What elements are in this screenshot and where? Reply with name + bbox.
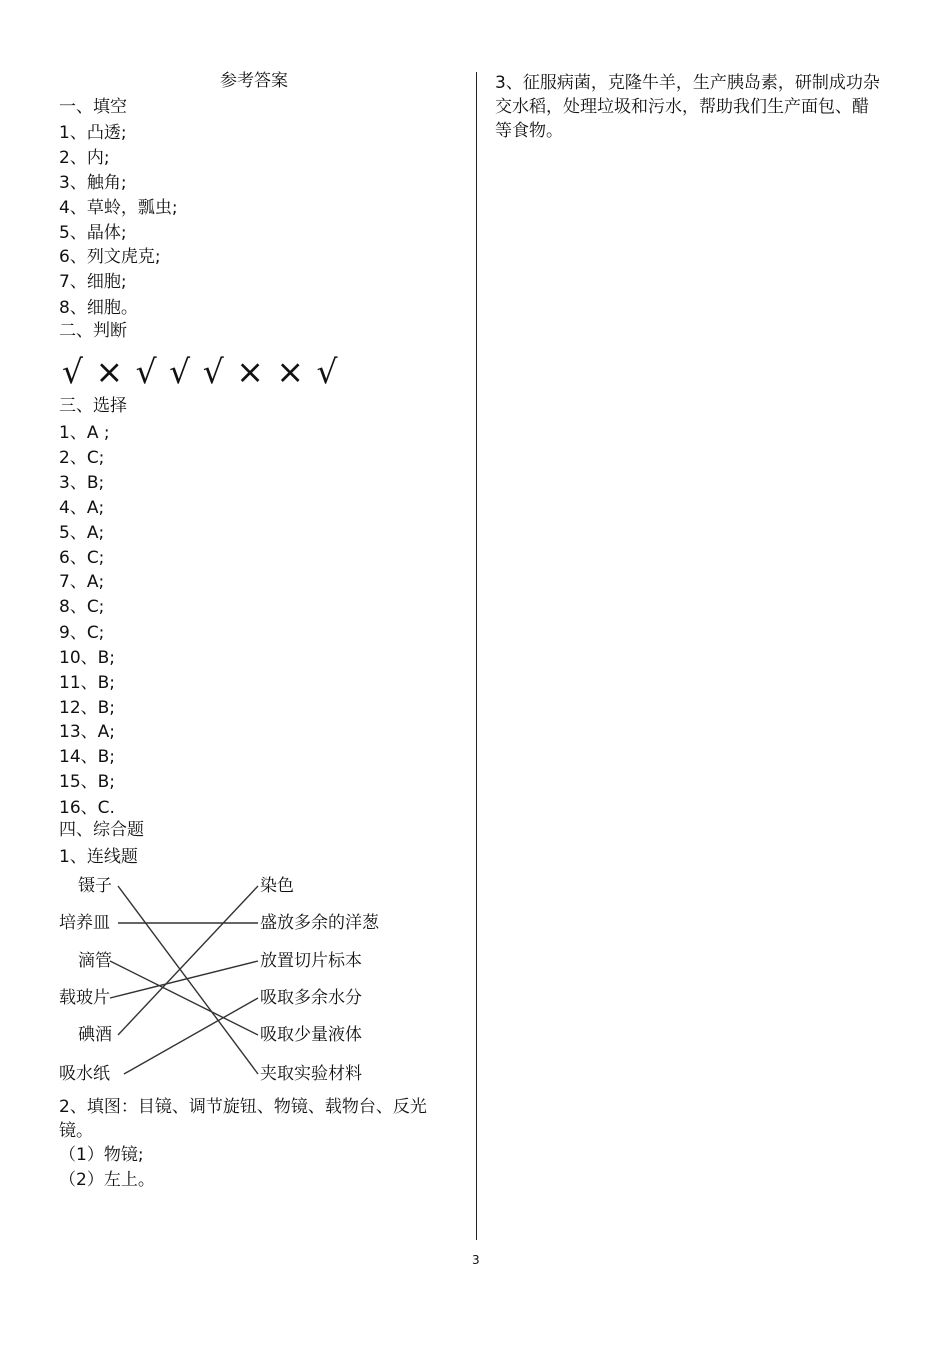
matching-right-place-specimen: 放置切片标本 [260,951,362,971]
choice-answer-16: 16、C. [59,798,115,818]
fill-answer-8: 8、细胞。 [59,298,138,318]
choice-answer-8: 8、C; [59,597,105,617]
choice-answer-9: 9、C; [59,623,105,643]
choice-answer-14: 14、B; [59,747,116,767]
column-divider [476,72,477,1240]
matching-left-petri-dish: 培养皿 [59,913,110,933]
matching-right-hold-onion: 盛放多余的洋葱 [260,913,379,933]
choice-answer-3: 3、B; [59,473,105,493]
choice-answer-12: 12、B; [59,698,116,718]
fill-diagram-sub2: （2）左上。 [59,1170,155,1190]
fill-diagram-answer: 2、填图：目镜、调节旋钮、物镜、载物台、反光镜。 [59,1097,427,1141]
choice-answer-4: 4、A; [59,498,105,518]
choice-answer-2: 2、C; [59,448,105,468]
section-heading-choice: 三、选择 [59,396,127,416]
fill-answer-7: 7、细胞; [59,272,127,292]
section-heading-fill-blank: 一、填空 [59,97,127,117]
match-line-dropper-liquid [110,961,258,1035]
fill-answer-1: 1、凸透; [59,123,127,143]
fill-diagram-sub1: （1）物镜; [59,1145,144,1165]
matching-left-blotting-paper: 吸水纸 [59,1064,110,1084]
fill-answer-5: 5、晶体; [59,223,127,243]
matching-right-absorb-water: 吸取多余水分 [260,988,362,1008]
page-number: 3 [472,1253,480,1267]
choice-answer-5: 5、A; [59,523,105,543]
match-line-slide-specimen [110,961,258,998]
fill-answer-2: 2、内; [59,148,110,168]
matching-left-dropper: 滴管 [78,951,112,971]
section-heading-comprehensive: 四、综合题 [59,820,144,840]
choice-answer-10: 10、B; [59,648,116,668]
choice-answer-7: 7、A; [59,572,105,592]
choice-answer-1: 1、A ; [59,423,110,443]
judge-marks: √ × √ √ √ × × √ [62,352,339,391]
fill-answer-6: 6、列文虎克; [59,247,161,267]
question3-answer: 3、征服病菌，克隆牛羊，生产胰岛素，研制成功杂交水稻，处理垃圾和污水，帮助我们生产面包、醋等食物。 [495,73,880,141]
matching-left-tweezers: 镊子 [78,876,112,896]
match-line-iodine-stain [118,886,258,1035]
matching-left-slide: 载玻片 [59,988,110,1008]
matching-right-staining: 染色 [260,876,294,896]
match-line-blotting-water [124,998,258,1074]
matching-right-absorb-liquid: 吸取少量液体 [260,1025,362,1045]
matching-left-iodine: 碘酒 [78,1025,112,1045]
section-heading-judge: 二、判断 [59,321,127,341]
choice-answer-15: 15、B; [59,772,116,792]
choice-answer-6: 6、C; [59,548,105,568]
matching-right-pick-material: 夹取实验材料 [260,1064,362,1084]
choice-answer-11: 11、B; [59,673,116,693]
fill-answer-4: 4、草蛉，瓢虫; [59,198,178,218]
matching-question-title: 1、连线题 [59,847,138,867]
fill-answer-3: 3、触角; [59,173,127,193]
page-title: 参考答案 [220,71,288,91]
choice-answer-13: 13、A; [59,722,115,742]
match-line-tweezers-material [118,886,258,1074]
